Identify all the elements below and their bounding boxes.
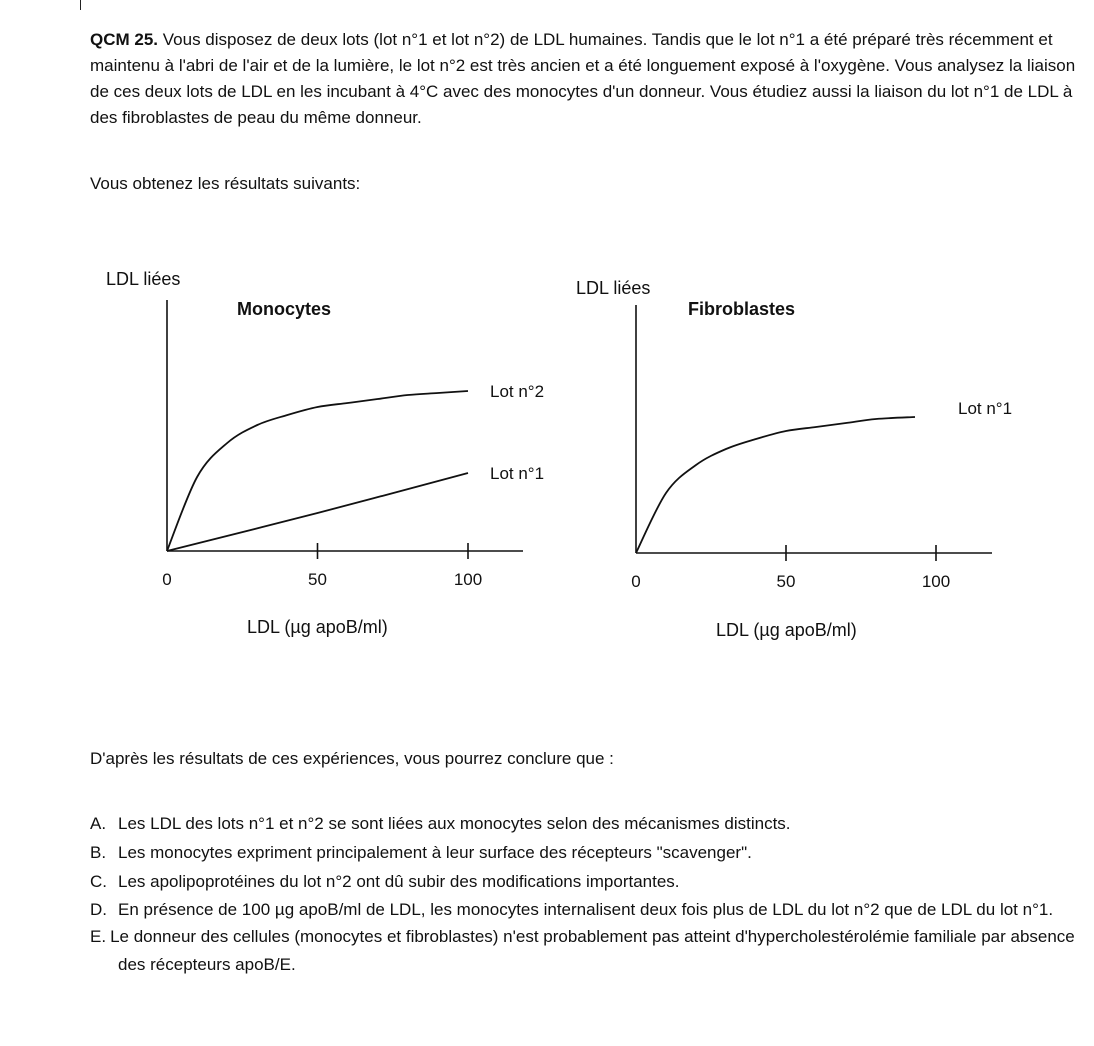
- series-lot-n-2-line: [167, 391, 468, 551]
- option-e: [90, 923, 1080, 979]
- option-letter: E.: [90, 927, 107, 946]
- option-text: Le donneur des cellules (monocytes et fibroblastes) n'est probablement pas atteint d'hypercholestérolémie familiale par absence des récepteurs apoB/E.: [110, 927, 1075, 974]
- option-text: Les monocytes expriment principalement à leur surface des récepteurs "scavenger".: [118, 843, 752, 862]
- option-letter: D.: [90, 900, 107, 919]
- option-d: [90, 896, 1080, 923]
- option-c: [90, 867, 1080, 896]
- question-body: Vous disposez de deux lots (lot n°1 et lot n°2) de LDL humaines. Tandis que le lot n°1 a été préparé très récemment et maintenu à l'abri de l'air et de la lumière, le lot n°2 est très ancien et a été longuement exposé à l'oxygène. Vous analysez la liaison de ces deux lots de LDL en les incubant à 4°C avec des monocytes d'un donneur. Vous étudiez aussi la liaison du lot n°1 de LDL à des fibroblastes de peau du même donneur.: [90, 30, 1076, 127]
- y-axis-label: LDL liées: [576, 278, 651, 298]
- series-lot-n-2-label: Lot n°2: [490, 382, 545, 401]
- x-axis-label: LDL (µg apoB/ml): [716, 620, 857, 640]
- series-lot-n-1-line: [167, 473, 468, 551]
- chart-title: Fibroblastes: [688, 299, 796, 319]
- option-a: [90, 809, 1080, 838]
- x-tick-label: 50: [776, 572, 796, 591]
- y-axis-label: LDL liées: [106, 269, 181, 289]
- series-lot-n-1-label: Lot n°1: [490, 464, 545, 483]
- option-text: Les LDL des lots n°1 et n°2 se sont liées aux monocytes selon des mécanismes distincts.: [118, 814, 791, 833]
- option-text: En présence de 100 µg apoB/ml de LDL, les monocytes internalisent deux fois plus de LDL du lot n°2 que de LDL du lot n°1.: [118, 900, 1054, 919]
- x-tick-label: 50: [308, 570, 327, 589]
- option-letter: A.: [90, 814, 107, 833]
- x-tick-label: 100: [921, 572, 951, 591]
- conclusion-prompt: D'après les résultats de ces expériences, vous pourrez conclure que :: [90, 749, 614, 768]
- answer-options: [90, 809, 1080, 979]
- option-text: Les apolipoprotéines du lot n°2 ont dû subir des modifications importantes.: [118, 872, 680, 891]
- x-tick-label: 0: [162, 570, 172, 589]
- question-label: QCM 25.: [90, 30, 159, 49]
- series-lot-n-1-line: [636, 417, 915, 553]
- x-tick-label: 0: [631, 572, 641, 591]
- x-tick-label: 100: [453, 570, 483, 589]
- results-lead: Vous obtenez les résultats suivants:: [90, 174, 361, 193]
- series-lot-n-1-label: Lot n°1: [958, 399, 1013, 418]
- chart-title: Monocytes: [237, 299, 332, 319]
- option-letter: C.: [90, 872, 107, 891]
- option-letter: B.: [90, 843, 107, 862]
- x-axis-label: LDL (µg apoB/ml): [247, 617, 388, 637]
- option-b: [90, 838, 1080, 867]
